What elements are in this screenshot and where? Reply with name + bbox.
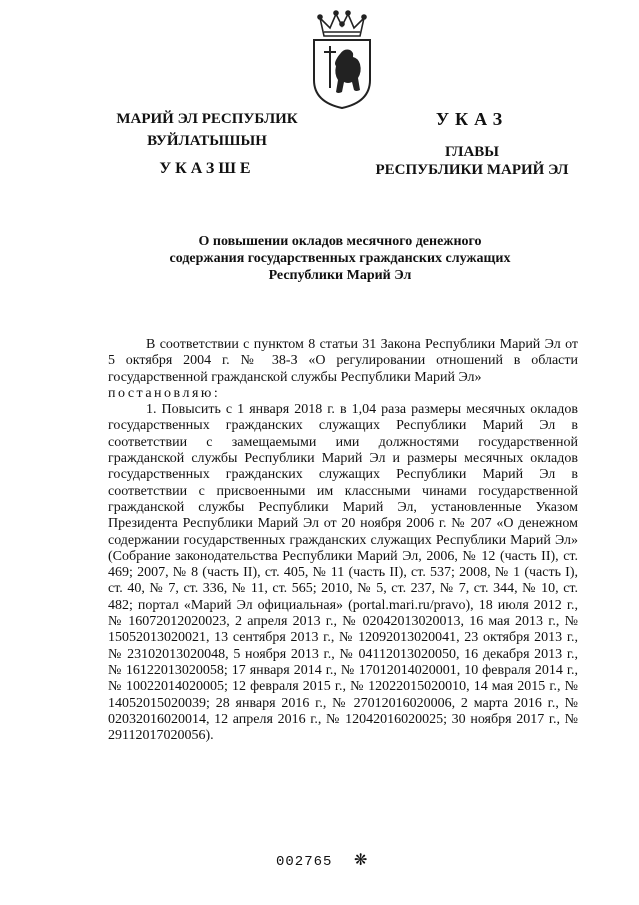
crown-icon	[318, 11, 366, 36]
header-right-line2: ГЛАВЫ	[444, 144, 500, 160]
title-line2: содержания государственных гражданских служащих	[169, 251, 511, 266]
header-left-line2: ВУЙЛАТЫШЫН	[147, 133, 267, 149]
document-title	[120, 233, 560, 284]
title-line1: О повышении окладов месячного денежного	[198, 234, 482, 249]
document-body	[108, 337, 578, 744]
preamble-paragraph: В соответствии с пунктом 8 статьи 31 Закона Республики Марий Эл от 5 октября 2004 г. № 38-З «О регулировании отношений в области государственной гражданской службы Республики Марий Эл»	[108, 337, 578, 385]
header-left-line1: МАРИЙ ЭЛ РЕСПУБЛИК	[116, 111, 298, 127]
item1-paragraph: 1. Повысить с 1 января 2018 г. в 1,04 раза размеры месячных окладов государственных гражданских служащих Республики Марий Эл в соответствии с замещаемыми ими должностями государственной гражданской службы Республики Марий Эл и размеры месячных окладов государственных гражданских служащих Республики Марий Эл в соответствии с присвоенными им классными чинами государственной гражданской службы Республики Марий Эл, установленные Указом Президента Республики Марий Эл от 20 ноября 2006 г. № 207 «О денежном содержании государственных гражданских служащих Республики Марий Эл» (Собрание законодательства Республики Марий Эл, 2006, № 12 (часть II), ст. 469; 2007, № 8 (часть II), ст. 405, № 11 (часть II), ст. 537; 2008, № 1 (часть I), ст. 40, № 7, ст. 336, № 11, ст. 565; 2010, № 5, ст. 237, № 7, ст. 344, № 10, ст. 482; портал «Марий Эл официальная» (portal.mari.ru/pravo), 18 июля 2012 г., № 16072012020023, 2 апреля 2013 г., № 02042013020013, 16 мая 2013 г., № 15052013020021, 13 сентября 2013 г., № 12092013020041, 23 октября 2013 г., № 23102013020048, 5 ноября 2013 г., № 04112013020050, 16 декабря 2013 г., № 16122013020058; 17 января 2014 г., № 17012014020001, 10 февраля 2014 г., № 10022014020005; 12 февраля 2015 г., № 12022015020010, 14 мая 2015 г., № 14052015020039; 28 января 2016 г., № 27012016020006, 2 марта 2016 г., № 02032016020014, 12 апреля 2016 г., № 12042016020025; 30 ноября 2017 г., № 29112017020056).	[108, 402, 578, 744]
footer-mark-icon: ❋	[354, 850, 368, 869]
coat-of-arms-icon	[300, 10, 384, 110]
header-right-line1: УКАЗ	[435, 109, 509, 129]
decree-word: постановляю:	[108, 385, 221, 401]
serial-number: 002765	[276, 854, 333, 870]
title-line3: Республики Марий Эл	[268, 268, 412, 283]
header-left-line3: УКАЗШЕ	[159, 160, 255, 177]
header-right-line3: РЕСПУБЛИКИ МАРИЙ ЭЛ	[375, 162, 569, 178]
